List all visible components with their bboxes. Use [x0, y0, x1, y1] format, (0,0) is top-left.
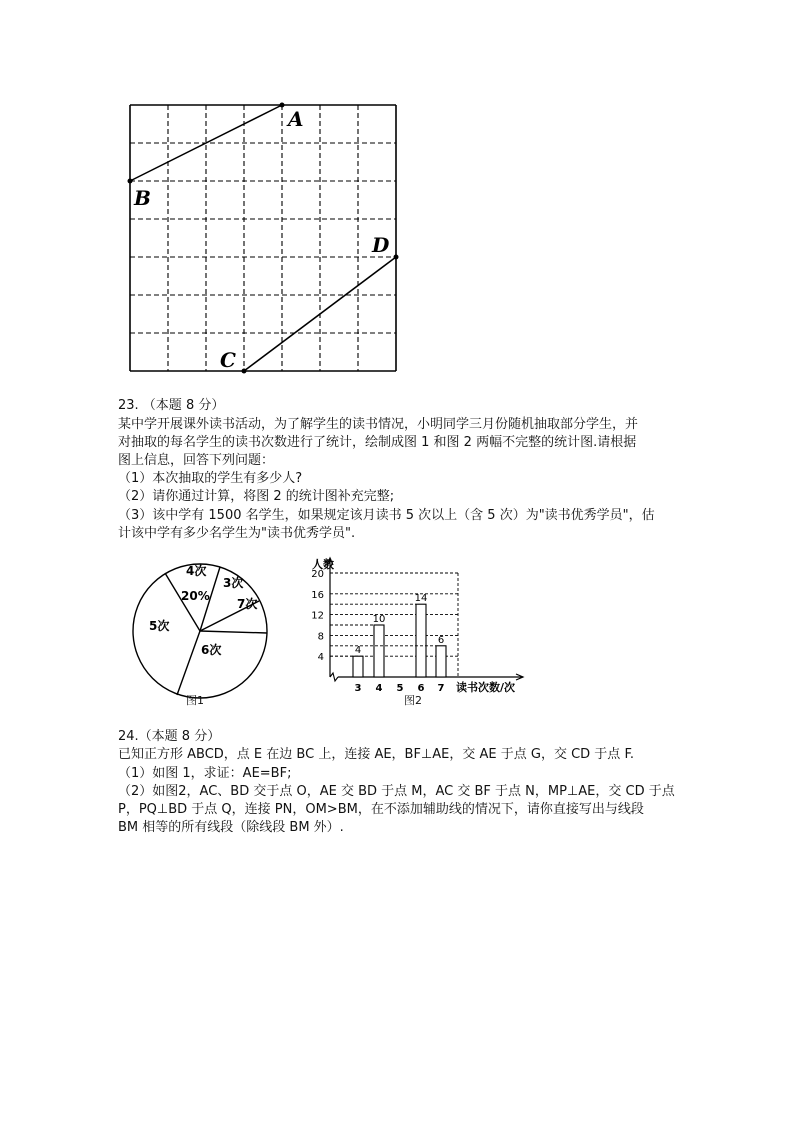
- bar-chart: [290, 555, 530, 710]
- bar-value-label-6: 14: [414, 593, 428, 605]
- bar-7: [436, 646, 446, 677]
- q23-line-7: 计该中学有多少名学生为"读书优秀学员".: [118, 526, 356, 541]
- pie-label-6: 6次: [201, 643, 222, 657]
- point-c: [242, 369, 247, 374]
- pie-divider-4: [200, 631, 267, 633]
- bar-6: [416, 604, 426, 677]
- y-tick-label: 4: [317, 652, 324, 664]
- label-b: B: [134, 186, 151, 210]
- q24-line-2: （1）如图 1，求证：AE=BF;: [118, 766, 292, 781]
- bar-value-label-4: 10: [372, 614, 386, 625]
- q23-line-2: 对抽取的每名学生的读书次数进行了统计，绘制成图 1 和图 2 两幅不完整的统计图.请根据: [118, 435, 637, 450]
- q24-line-5: BM 相等的所有线段（除线段 BM 外）.: [118, 820, 344, 835]
- x-tick-label-6: 6: [417, 683, 425, 694]
- bar-caption: 图2: [404, 694, 422, 707]
- pie-label-4-percent: 20%: [181, 589, 210, 603]
- q24-line-1: 已知正方形 ABCD，点 E 在边 BC 上，连接 AE，BF⊥AE，交 AE 于点 G，交 CD 于点 F.: [118, 747, 634, 762]
- x-tick-label-3: 3: [354, 683, 362, 694]
- pie-chart: [125, 555, 275, 710]
- x-axis-break: [330, 673, 338, 681]
- x-tick-label-5: 5: [396, 683, 404, 694]
- q23-line-5: （2）请你通过计算，将图 2 的统计图补充完整;: [118, 489, 395, 504]
- x-axis-label: 读书次数/次: [456, 681, 516, 694]
- y-tick-label: 12: [311, 610, 324, 622]
- point-a: [280, 103, 285, 108]
- q23-line-1: 某中学开展课外读书活动，为了解学生的读书情况，小明同学三月份随机抽取部分学生，并: [118, 417, 639, 432]
- x-tick-label-7: 7: [437, 683, 445, 694]
- y-tick-label: 8: [317, 631, 324, 643]
- q23-heading: 23. （本题 8 分）: [118, 398, 225, 413]
- label-c: C: [220, 348, 236, 372]
- point-b: [128, 179, 133, 184]
- pie-label-3: 3次: [223, 576, 244, 590]
- q24-line-3: （2）如图2，AC、BD 交于点 O，AE 交 BD 于点 M，AC 交 BF 于点 N，MP⊥AE，交 CD 于点: [118, 784, 675, 799]
- grid-figure: [110, 95, 410, 380]
- q24-heading: 24.（本题 8 分）: [118, 729, 221, 744]
- q23-line-6: （3）该中学有 1500 名学生，如果规定该月读书 5 次以上（含 5 次）为"读书优秀学员"，估: [118, 508, 655, 523]
- pie-label-5: 5次: [149, 619, 170, 633]
- pie-caption: 图1: [186, 694, 204, 707]
- q24-line-4: P，PQ⊥BD 于点 Q，连接 PN，OM>BM，在不添加辅助线的情况下，请你直接写出与线段: [118, 802, 644, 817]
- bar-3: [353, 656, 363, 677]
- x-tick-label-4: 4: [375, 683, 383, 694]
- pie-label-4: 4次: [186, 564, 207, 578]
- bar-value-label-3: 4: [354, 645, 362, 657]
- y-tick-label: 16: [311, 589, 324, 601]
- q23-line-4: （1）本次抽取的学生有多少人?: [118, 471, 303, 486]
- pie-divider-5: [177, 631, 200, 695]
- point-d: [394, 255, 399, 260]
- label-a: A: [288, 107, 304, 131]
- label-d: D: [372, 233, 390, 257]
- q23-line-3: 图上信息，回答下列问题：: [118, 453, 275, 468]
- y-tick-label: 20: [311, 569, 324, 580]
- y-axis-label: 人数: [312, 558, 334, 571]
- bar-4: [374, 625, 384, 677]
- bar-value-label-7: 6: [437, 634, 445, 646]
- pie-label-7: 7次: [237, 597, 258, 611]
